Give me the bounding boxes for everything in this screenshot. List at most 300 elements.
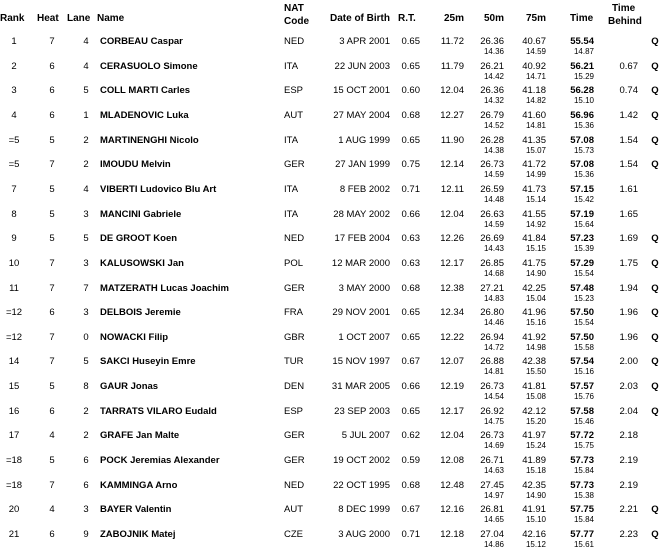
split-50m: 26.36 — [480, 85, 504, 97]
reaction-time: 0.59 — [401, 455, 420, 467]
final-time: 57.75 — [570, 504, 594, 516]
nat-code: AUT — [284, 504, 303, 516]
split-75m: 41.72 — [522, 159, 546, 171]
lane-cell: 3 — [83, 504, 89, 516]
split-50m: 26.59 — [480, 183, 504, 195]
qualified-mark: Q — [651, 134, 659, 146]
rank-cell: 10 — [8, 257, 20, 269]
rank-cell: =5 — [8, 134, 20, 146]
split-75m-lap: 15.16 — [525, 318, 546, 328]
heat-cell: 7 — [49, 159, 55, 171]
split-75m: 41.60 — [522, 109, 546, 121]
final-time: 57.72 — [570, 430, 594, 442]
split-50m: 26.73 — [480, 159, 504, 171]
heat-cell: 4 — [49, 430, 55, 442]
final-time: 57.57 — [570, 381, 594, 393]
split-50m: 26.80 — [480, 307, 504, 319]
lane-cell: 3 — [83, 307, 89, 319]
athlete-name: GAUR Jonas — [100, 381, 159, 393]
table-row — [0, 182, 662, 207]
final-lap: 15.61 — [573, 540, 594, 549]
athlete-name: ZABOJNIK Matej — [100, 529, 176, 540]
header-name: Name — [97, 13, 125, 24]
final-lap: 15.16 — [573, 367, 594, 377]
time-behind: 2.03 — [619, 381, 638, 393]
athlete-name: NOWACKI Filip — [100, 331, 169, 343]
final-time: 57.73 — [570, 479, 594, 491]
nat-code: AUT — [284, 109, 303, 121]
final-lap: 15.64 — [573, 219, 594, 229]
heat-cell: 5 — [49, 208, 55, 220]
header-time-behind-1: Time — [612, 3, 636, 14]
table-row — [0, 207, 662, 232]
date-of-birth: 19 OCT 2002 — [333, 455, 390, 467]
lane-cell: 5 — [83, 85, 89, 97]
nat-code: POL — [284, 257, 304, 269]
rank-cell: 17 — [8, 430, 20, 442]
athlete-name: GRAFE Jan Malte — [100, 430, 180, 442]
header-time: Time — [570, 13, 594, 24]
nat-code: CZE — [284, 529, 303, 540]
split-50m: 26.73 — [480, 430, 504, 442]
rank-cell: 16 — [8, 405, 20, 417]
split-50m: 27.45 — [480, 479, 504, 491]
athlete-name: KAMMINGA Arno — [100, 479, 178, 491]
lane-cell: 0 — [83, 331, 89, 343]
split-75m: 42.38 — [522, 356, 546, 368]
nat-code: FRA — [284, 307, 303, 319]
split-75m: 42.12 — [522, 405, 546, 417]
final-lap: 15.36 — [573, 120, 594, 130]
final-lap: 15.38 — [573, 490, 594, 500]
final-time: 57.73 — [570, 455, 594, 467]
table-row — [0, 404, 662, 429]
reaction-time: 0.67 — [401, 356, 420, 368]
nat-code: NED — [284, 233, 305, 245]
nat-code: ITA — [284, 60, 299, 72]
split-25m: 11.79 — [440, 60, 464, 72]
split-25m: 12.34 — [440, 307, 464, 319]
final-lap: 15.75 — [573, 441, 594, 451]
final-lap: 15.42 — [573, 194, 594, 204]
split-75m-lap: 14.82 — [525, 96, 546, 106]
lane-cell: 2 — [83, 134, 89, 146]
reaction-time: 0.65 — [401, 405, 420, 417]
athlete-name: TARRATS VILARO Eudald — [100, 405, 217, 417]
time-behind: 2.19 — [619, 479, 638, 491]
time-behind: 0.67 — [619, 60, 638, 72]
split-75m-lap: 15.50 — [525, 367, 546, 377]
heat-cell: 5 — [49, 455, 55, 467]
split-75m-lap: 15.04 — [525, 293, 546, 303]
table-row — [0, 379, 662, 404]
header-rt: R.T. — [398, 13, 416, 24]
table-row — [0, 59, 662, 84]
split-50m-lap: 14.65 — [483, 515, 504, 525]
final-lap: 15.54 — [573, 318, 594, 328]
heat-cell: 6 — [49, 307, 55, 319]
split-50m-lap: 14.38 — [483, 145, 504, 155]
final-lap: 15.29 — [573, 71, 594, 81]
split-50m-lap: 14.97 — [483, 490, 504, 500]
table-row — [0, 133, 662, 158]
split-75m: 41.75 — [522, 257, 546, 269]
split-75m-lap: 15.10 — [525, 515, 546, 525]
reaction-time: 0.65 — [401, 307, 420, 319]
split-25m: 12.04 — [440, 430, 464, 442]
reaction-time: 0.65 — [401, 60, 420, 72]
heat-cell: 6 — [49, 85, 55, 97]
final-lap: 15.23 — [573, 293, 594, 303]
nat-code: ITA — [284, 134, 299, 146]
split-25m: 12.17 — [440, 405, 464, 417]
split-50m-lap: 14.63 — [483, 466, 504, 476]
split-25m: 12.04 — [440, 208, 464, 220]
split-50m-lap: 14.42 — [483, 71, 504, 81]
qualified-mark: Q — [651, 307, 659, 319]
split-50m: 26.81 — [480, 504, 504, 516]
nat-code: ITA — [284, 208, 299, 220]
date-of-birth: 27 JAN 1999 — [335, 159, 390, 171]
split-75m-lap: 15.20 — [525, 416, 546, 426]
time-behind: 1.61 — [619, 183, 638, 195]
nat-code: GBR — [284, 331, 305, 343]
split-25m: 12.48 — [440, 479, 464, 491]
table-row — [0, 478, 662, 503]
time-behind: 1.96 — [619, 307, 638, 319]
table-row — [0, 83, 662, 108]
rank-cell: 9 — [11, 233, 17, 245]
split-25m: 12.14 — [440, 159, 464, 171]
final-time: 57.77 — [570, 529, 594, 540]
athlete-name: KALUSOWSKI Jan — [100, 257, 184, 269]
date-of-birth: 1 AUG 1999 — [338, 134, 390, 146]
qualified-mark: Q — [651, 159, 659, 171]
split-50m-lap: 14.75 — [483, 416, 504, 426]
heat-cell: 7 — [49, 257, 55, 269]
reaction-time: 0.63 — [401, 233, 420, 245]
split-25m: 12.07 — [440, 356, 464, 368]
split-50m-lap: 14.36 — [483, 47, 504, 56]
reaction-time: 0.63 — [401, 257, 420, 269]
nat-code: GER — [284, 455, 305, 467]
date-of-birth: 3 AUG 2000 — [338, 529, 390, 540]
split-75m-lap: 14.90 — [525, 490, 546, 500]
split-50m: 26.21 — [480, 60, 504, 72]
split-75m: 41.73 — [522, 183, 546, 195]
date-of-birth: 28 MAY 2002 — [333, 208, 390, 220]
reaction-time: 0.71 — [401, 529, 420, 540]
date-of-birth: 27 MAY 2004 — [333, 109, 390, 121]
time-behind: 0.74 — [619, 85, 638, 97]
final-time: 57.29 — [570, 257, 594, 269]
heat-cell: 6 — [49, 109, 55, 121]
reaction-time: 0.75 — [401, 159, 420, 171]
time-behind: 2.21 — [619, 504, 638, 516]
table-row — [0, 281, 662, 306]
split-50m-lap: 14.32 — [483, 96, 504, 106]
date-of-birth: 8 DEC 1999 — [338, 504, 390, 516]
qualified-mark: Q — [651, 282, 659, 294]
final-lap: 14.87 — [573, 47, 594, 56]
athlete-name: DELBOIS Jeremie — [100, 307, 181, 319]
split-25m: 11.72 — [440, 36, 464, 47]
final-lap: 15.58 — [573, 342, 594, 352]
reaction-time: 0.68 — [401, 109, 420, 121]
qualified-mark: Q — [651, 257, 659, 269]
final-lap: 15.84 — [573, 515, 594, 525]
lane-cell: 2 — [83, 159, 89, 171]
reaction-time: 0.67 — [401, 504, 420, 516]
lane-cell: 3 — [83, 208, 89, 220]
rank-cell: =18 — [5, 479, 23, 491]
heat-cell: 5 — [49, 134, 55, 146]
rank-cell: 2 — [11, 60, 17, 72]
athlete-name: SAKCI Huseyin Emre — [100, 356, 196, 368]
athlete-name: CORBEAU Caspar — [100, 36, 183, 47]
qualified-mark: Q — [651, 405, 659, 417]
split-50m: 26.94 — [480, 331, 504, 343]
header-50m: 50m — [484, 13, 505, 24]
time-behind: 2.19 — [619, 455, 638, 467]
split-75m: 42.35 — [522, 479, 546, 491]
heat-cell: 4 — [49, 504, 55, 516]
date-of-birth: 3 APR 2001 — [339, 36, 390, 47]
rank-cell: 8 — [11, 208, 17, 220]
split-50m-lap: 14.46 — [483, 318, 504, 328]
split-75m: 41.35 — [522, 134, 546, 146]
split-50m-lap: 14.48 — [483, 194, 504, 204]
date-of-birth: 12 MAR 2000 — [331, 257, 390, 269]
split-75m-lap: 14.71 — [525, 71, 546, 81]
final-lap: 15.84 — [573, 466, 594, 476]
reaction-time: 0.60 — [401, 85, 420, 97]
split-75m: 41.18 — [522, 85, 546, 97]
nat-code: NED — [284, 36, 305, 47]
split-75m-lap: 14.90 — [525, 268, 546, 278]
split-75m-lap: 15.12 — [525, 540, 546, 549]
athlete-name: MARTINENGHI Nicolo — [100, 134, 199, 146]
split-75m-lap: 14.81 — [525, 120, 546, 130]
qualified-mark: Q — [651, 504, 659, 516]
date-of-birth: 5 JUL 2007 — [341, 430, 390, 442]
split-75m-lap: 14.98 — [525, 342, 546, 352]
athlete-name: IMOUDU Melvin — [100, 159, 171, 171]
rank-cell: =18 — [5, 455, 23, 467]
nat-code: TUR — [284, 356, 304, 368]
split-50m: 26.36 — [480, 36, 504, 47]
split-75m-lap: 15.24 — [525, 441, 546, 451]
split-50m: 26.28 — [480, 134, 504, 146]
split-50m: 26.63 — [480, 208, 504, 220]
time-behind: 1.96 — [619, 331, 638, 343]
split-50m-lap: 14.59 — [483, 170, 504, 180]
final-lap: 15.73 — [573, 145, 594, 155]
time-behind: 2.04 — [619, 405, 638, 417]
date-of-birth: 29 NOV 2001 — [332, 307, 390, 319]
date-of-birth: 8 FEB 2002 — [339, 183, 390, 195]
split-75m: 42.16 — [522, 529, 546, 540]
lane-cell: 3 — [83, 257, 89, 269]
split-50m-lap: 14.68 — [483, 268, 504, 278]
split-50m: 26.79 — [480, 109, 504, 121]
split-50m: 27.21 — [480, 282, 504, 294]
split-75m: 41.92 — [522, 331, 546, 343]
time-behind: 1.65 — [619, 208, 638, 220]
date-of-birth: 3 MAY 2000 — [338, 282, 390, 294]
final-time: 57.19 — [570, 208, 594, 220]
final-time: 57.23 — [570, 233, 594, 245]
time-behind: 2.18 — [619, 430, 638, 442]
nat-code: ESP — [284, 405, 304, 417]
final-time: 55.54 — [570, 36, 594, 47]
split-50m: 26.88 — [480, 356, 504, 368]
rank-cell: 20 — [8, 504, 20, 516]
final-time: 56.96 — [570, 109, 594, 121]
time-behind: 1.42 — [619, 109, 638, 121]
split-25m: 12.18 — [440, 529, 464, 540]
table-row — [0, 330, 662, 355]
heat-cell: 7 — [49, 282, 55, 294]
split-25m: 12.16 — [440, 504, 464, 516]
split-75m: 41.96 — [522, 307, 546, 319]
lane-cell: 5 — [83, 233, 89, 245]
date-of-birth: 15 NOV 1997 — [332, 356, 390, 368]
split-25m: 12.08 — [440, 455, 464, 467]
athlete-name: BAYER Valentin — [100, 504, 172, 516]
table-row — [0, 354, 662, 379]
split-25m: 12.26 — [440, 233, 464, 245]
lane-cell: 7 — [83, 282, 89, 294]
reaction-time: 0.65 — [401, 331, 420, 343]
final-time: 57.50 — [570, 307, 594, 319]
reaction-time: 0.62 — [401, 430, 420, 442]
split-75m-lap: 15.08 — [525, 392, 546, 402]
split-50m-lap: 14.86 — [483, 540, 504, 549]
split-75m-lap: 14.59 — [525, 47, 546, 56]
split-25m: 12.22 — [440, 331, 464, 343]
date-of-birth: 17 FEB 2004 — [334, 233, 390, 245]
athlete-name: CERASUOLO Simone — [100, 60, 198, 72]
final-time: 57.08 — [570, 159, 594, 171]
split-75m-lap: 15.18 — [525, 466, 546, 476]
nat-code: ITA — [284, 183, 299, 195]
split-75m-lap: 14.99 — [525, 170, 546, 180]
athlete-name: MATZERATH Lucas Joachim — [100, 282, 229, 294]
table-header — [0, 0, 662, 36]
heat-cell: 6 — [49, 529, 55, 540]
heat-cell: 6 — [49, 60, 55, 72]
lane-cell: 1 — [83, 109, 89, 121]
table-row — [0, 231, 662, 256]
date-of-birth: 22 OCT 1995 — [333, 479, 390, 491]
time-behind: 1.54 — [619, 134, 638, 146]
split-75m-lap: 15.07 — [525, 145, 546, 155]
lane-cell: 8 — [83, 381, 89, 393]
date-of-birth: 23 SEP 2003 — [334, 405, 390, 417]
athlete-name: VIBERTI Ludovico Blu Art — [100, 183, 217, 195]
time-behind: 1.54 — [619, 159, 638, 171]
split-75m: 40.67 — [522, 36, 546, 47]
final-time: 57.58 — [570, 405, 594, 417]
table-row — [0, 108, 662, 133]
heat-cell: 7 — [49, 479, 55, 491]
final-time: 57.15 — [570, 183, 594, 195]
reaction-time: 0.65 — [401, 134, 420, 146]
final-time: 57.08 — [570, 134, 594, 146]
lane-cell: 2 — [83, 430, 89, 442]
split-75m-lap: 14.92 — [525, 219, 546, 229]
rank-cell: 11 — [9, 282, 19, 294]
rank-cell: 14 — [8, 356, 20, 368]
date-of-birth: 22 JUN 2003 — [334, 60, 390, 72]
split-50m-lap: 14.72 — [483, 342, 504, 352]
rank-cell: =5 — [8, 159, 20, 171]
split-50m: 26.71 — [480, 455, 504, 467]
qualified-mark: Q — [651, 109, 659, 121]
athlete-name: COLL MARTI Carles — [100, 85, 191, 97]
lane-cell: 4 — [83, 183, 89, 195]
qualified-mark: Q — [651, 233, 659, 245]
split-50m: 26.92 — [480, 405, 504, 417]
time-behind: 1.75 — [619, 257, 638, 269]
table-row — [0, 453, 662, 478]
rank-cell: =12 — [5, 307, 23, 319]
split-75m: 42.25 — [522, 282, 546, 294]
qualified-mark: Q — [651, 356, 659, 368]
athlete-name: MLADENOVIC Luka — [100, 109, 189, 121]
table-row — [0, 34, 662, 59]
split-75m: 41.84 — [522, 233, 546, 245]
lane-cell: 6 — [83, 479, 89, 491]
heat-cell: 6 — [49, 405, 55, 417]
table-row — [0, 305, 662, 330]
split-25m: 12.17 — [440, 257, 464, 269]
split-25m: 11.90 — [440, 134, 464, 146]
lane-cell: 9 — [83, 529, 89, 540]
athlete-name: MANCINI Gabriele — [100, 208, 182, 220]
date-of-birth: 31 MAR 2005 — [331, 381, 390, 393]
reaction-time: 0.71 — [401, 183, 420, 195]
lane-cell: 6 — [83, 455, 89, 467]
heat-cell: 5 — [49, 183, 55, 195]
header-time-behind-2: Behind — [608, 16, 642, 27]
header-lane: Lane — [67, 13, 91, 24]
time-behind: 1.94 — [619, 282, 638, 294]
final-lap: 15.10 — [573, 96, 594, 106]
split-75m: 41.97 — [522, 430, 546, 442]
header-heat: Heat — [37, 13, 59, 24]
qualified-mark: Q — [651, 331, 659, 343]
table-row — [0, 256, 662, 281]
reaction-time: 0.68 — [401, 282, 420, 294]
split-50m-lap: 14.43 — [483, 244, 504, 254]
split-25m: 12.11 — [440, 183, 464, 195]
final-lap: 15.76 — [573, 392, 594, 402]
header-rank: Rank — [0, 13, 25, 24]
lane-cell: 2 — [83, 405, 89, 417]
final-time: 57.50 — [570, 331, 594, 343]
heat-cell: 7 — [49, 36, 55, 47]
rank-cell: 1 — [11, 36, 17, 47]
split-75m: 41.89 — [522, 455, 546, 467]
qualified-mark: Q — [651, 381, 659, 393]
split-50m: 26.73 — [480, 381, 504, 393]
final-lap: 15.46 — [573, 416, 594, 426]
header-nat: NAT — [284, 3, 304, 14]
split-25m: 12.38 — [440, 282, 464, 294]
time-behind: 1.69 — [619, 233, 638, 245]
